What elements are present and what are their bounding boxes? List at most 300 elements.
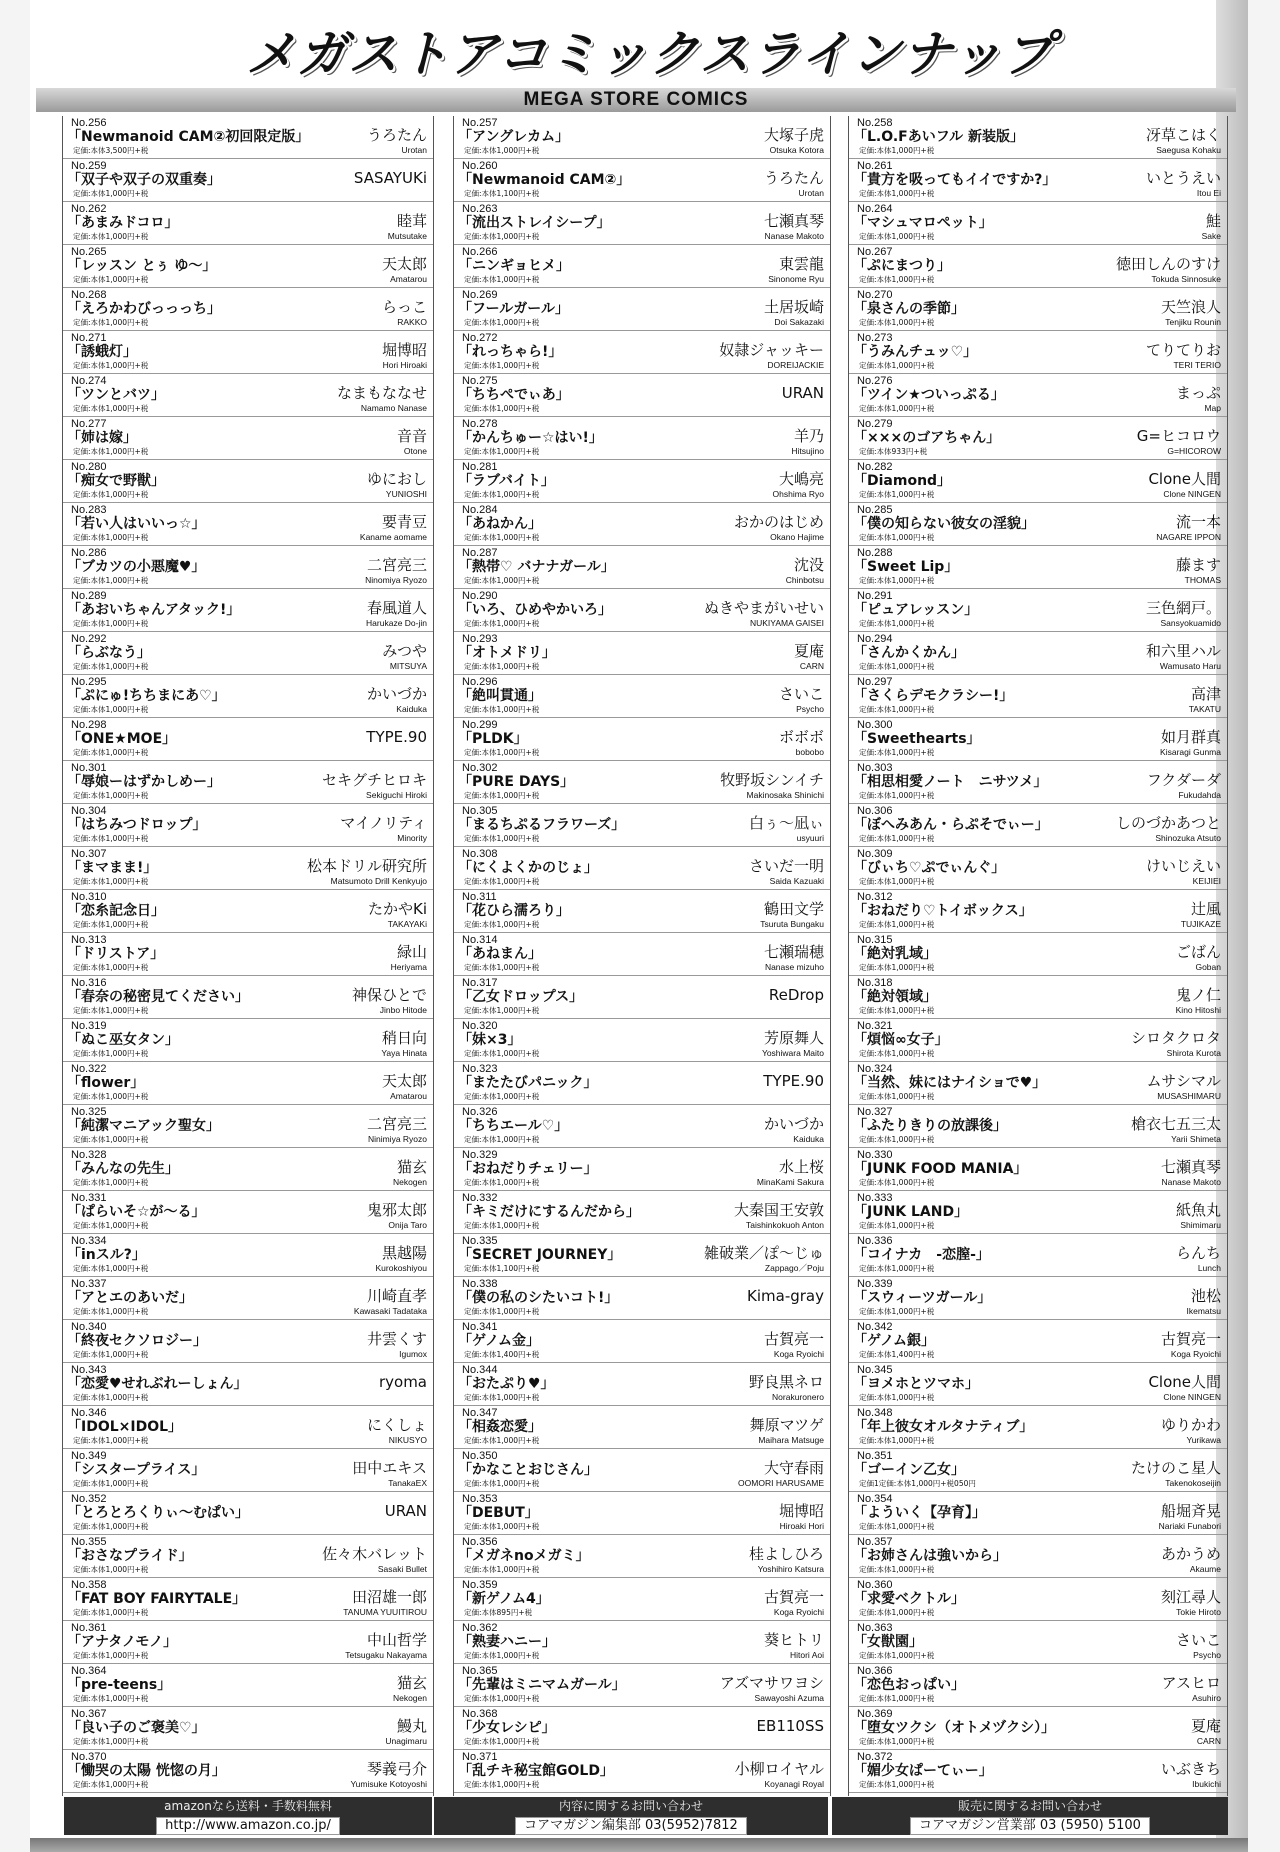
entry-number: No.258	[857, 117, 893, 129]
editorial-contact-label: 内容に関するお問い合わせ	[558, 1799, 703, 1813]
comic-entry	[849, 1449, 1227, 1492]
entry-price: 定価:本体1,000円+税	[464, 1694, 540, 1703]
entry-author-romaji: Yurikawa	[1186, 1435, 1221, 1445]
entry-title: 「良い子のご褒美♡」	[67, 1720, 206, 1736]
editorial-contact-phone: コアマガジン編集部 03(5952)7812	[515, 1817, 747, 1835]
entry-price: 定価:本体1,000円+税	[73, 1135, 149, 1144]
entry-author: いぶきち	[1160, 1760, 1221, 1778]
entry-number: No.361	[71, 1622, 107, 1634]
entry-title: 「いろ、ひめやかいろ」	[458, 602, 612, 618]
entry-title: 「まマまま!」	[67, 860, 158, 876]
entry-author-romaji: Sake	[1201, 231, 1221, 241]
comic-entry	[454, 1492, 830, 1535]
entry-title: 「ゲノム銀」	[853, 1333, 936, 1349]
comic-entry	[63, 976, 433, 1019]
entry-title: 「レッスン とぅ ゆ～」	[67, 258, 217, 274]
entry-title: 「花ひら濡ろり」	[458, 903, 570, 919]
entry-title: 「ニンギョヒメ」	[458, 258, 570, 274]
subtitle-bar	[36, 88, 1236, 112]
entry-author-romaji: TERI TERIO	[1173, 360, 1221, 370]
comic-entry	[849, 1148, 1227, 1191]
entry-author-romaji: Ibukichi	[1192, 1779, 1221, 1789]
entry-title: 「先輩はミニマムガール」	[458, 1677, 626, 1693]
entry-author-romaji: Clone NINGEN	[1163, 1392, 1221, 1402]
comic-entry	[849, 202, 1227, 245]
entry-author: ReDrop	[768, 986, 824, 1004]
entry-author: 天太郎	[381, 1072, 427, 1090]
comic-entry	[63, 1320, 433, 1363]
entry-author-romaji: YUNIOSHI	[385, 489, 427, 499]
entry-author-romaji: Chinbotsu	[785, 575, 824, 585]
entry-title: 「inスル?」	[67, 1247, 146, 1263]
entry-author-romaji: Sansyokuamido	[1160, 618, 1221, 628]
entry-author-romaji: Kino Hitoshi	[1175, 1005, 1221, 1015]
entry-author: 辻風	[1190, 900, 1221, 918]
entry-author: 鮭	[1205, 212, 1221, 230]
entry-title: 「かなことおじさん」	[458, 1462, 598, 1478]
entry-number: No.267	[857, 246, 893, 258]
entry-author: TYPE.90	[763, 1072, 824, 1090]
comic-entry	[454, 202, 830, 245]
entry-price: 定価:本体1,000円+税	[73, 1608, 149, 1617]
entry-author: 川崎直孝	[366, 1287, 427, 1305]
entry-author-romaji: Kurokoshiyou	[375, 1263, 427, 1273]
entry-title: 「あねまん」	[458, 946, 542, 962]
entry-price: 定価:本体1,000円+税	[464, 834, 540, 843]
entry-price: 定価:本体1,000円+税	[859, 576, 935, 585]
entry-title: 「またたびパニック」	[458, 1075, 598, 1091]
entry-price: 定価:本体1,000円+税	[859, 146, 935, 155]
entry-author-romaji: Kaname aomame	[359, 532, 427, 542]
entry-author-romaji: Heriyama	[390, 962, 427, 972]
entry-number: No.352	[71, 1493, 107, 1505]
entry-author-romaji: Takenokoseijin	[1165, 1478, 1221, 1488]
entry-author: 牧野坂シンイチ	[720, 771, 824, 789]
entry-price: 定価:本体1,000円+税	[464, 1221, 540, 1230]
entry-author-romaji: TANUMA YUUITIROU	[343, 1607, 427, 1617]
entry-number: No.303	[857, 762, 893, 774]
entry-author: アスヒロ	[1161, 1674, 1221, 1692]
entry-price: 定価:本体1,000円+税	[464, 619, 540, 628]
entry-author-romaji: Kaiduka	[793, 1134, 824, 1144]
entry-author-romaji: Norakuronero	[772, 1392, 824, 1402]
entry-price: 定価:本体1,000円+税	[859, 1522, 935, 1531]
entry-number: No.280	[71, 461, 107, 473]
entry-author-romaji: bobobo	[795, 747, 824, 757]
entry-price: 定価:本体1,000円+税	[73, 404, 149, 413]
entry-price: 定価:本体1,000円+税	[859, 361, 935, 370]
entry-price: 定価:本体1,000円+税	[859, 791, 935, 800]
entry-author: ムサシマル	[1146, 1072, 1221, 1090]
entry-author: ごばん	[1175, 943, 1221, 961]
entry-number: No.339	[857, 1278, 893, 1290]
entry-author-romaji: MITSUYA	[389, 661, 427, 671]
entry-title: 「相姦恋愛」	[458, 1419, 542, 1435]
entry-author: 夏庵	[793, 642, 824, 660]
entry-price: 定価:本体1,000円+税	[859, 232, 935, 241]
entry-title: 「×××のゴアちゃん」	[853, 430, 1001, 446]
entry-title: 「姉は嫁」	[67, 430, 137, 446]
entry-price: 定価:本体1,000円+税	[859, 877, 935, 886]
entry-author: 如月群真	[1160, 728, 1221, 746]
entry-author: 井雲くす	[366, 1330, 427, 1348]
entry-title: 「絶対乳域」	[853, 946, 937, 962]
entry-author-romaji: Matsumoto Drill Kenkyujo	[330, 876, 427, 886]
entry-title: 「にくよくかのじょ」	[458, 860, 598, 876]
entry-author-romaji: Saida Kazuaki	[769, 876, 824, 886]
entry-author-romaji: NAGARE IPPON	[1156, 532, 1221, 542]
entry-author: 土居坂崎	[763, 298, 824, 316]
entry-title: 「pre-teens」	[67, 1677, 172, 1693]
entry-author-romaji: Koga Ryoichi	[773, 1349, 824, 1359]
entry-author: まっぷ	[1175, 384, 1221, 402]
entry-author: 大秦国王安敦	[733, 1201, 824, 1219]
comic-entry	[63, 1664, 433, 1707]
entry-title: 「誘蛾灯」	[67, 344, 137, 360]
entry-number: No.366	[857, 1665, 893, 1677]
entry-author-romaji: TAKAYAKi	[387, 919, 427, 929]
entry-author: 緑山	[396, 943, 427, 961]
comic-entry	[63, 761, 433, 804]
entry-author: Clone人間	[1148, 1373, 1221, 1391]
entry-title: 「おたぷり♥」	[458, 1376, 555, 1392]
entry-title: 「純潔マニアック聖女」	[67, 1118, 221, 1134]
entry-price: 定価:本体1,000円+税	[464, 791, 540, 800]
entry-number: No.328	[71, 1149, 107, 1161]
entry-price: 定価:本体1,000円+税	[859, 834, 935, 843]
entry-price: 定価:本体1,000円+税	[464, 1006, 540, 1015]
sales-contact-label: 販売に関するお問い合わせ	[957, 1799, 1102, 1813]
entry-price: 定価:本体1,000円+税	[859, 1006, 935, 1015]
comic-entry	[454, 1105, 830, 1148]
entry-title: 「flower」	[67, 1075, 145, 1091]
entry-price: 定価:本体1,400円+税	[464, 1350, 540, 1359]
lineup-column-3	[848, 116, 1228, 1796]
entry-title: 「メガネnoメガミ」	[458, 1548, 590, 1564]
entry-number: No.348	[857, 1407, 893, 1419]
entry-author-romaji: Amatarou	[390, 274, 427, 284]
entry-author-romaji: Psycho	[796, 704, 824, 714]
entry-number: No.277	[71, 418, 107, 430]
entry-author: 流一本	[1175, 513, 1221, 531]
entry-author-romaji: Sasaki Bullet	[377, 1564, 427, 1574]
entry-number: No.317	[462, 977, 498, 989]
entry-title: 「相思相愛ノート ニサツメ」	[853, 774, 1048, 790]
entry-title: 「あおいちゃんアタック!」	[67, 602, 241, 618]
entry-price: 定価:本体1,000円+税	[859, 1393, 935, 1402]
entry-author: あかうめ	[1160, 1545, 1221, 1563]
entry-title: 「Diamond」	[853, 473, 952, 489]
entry-author-romaji: MinaKami Sakura	[756, 1177, 824, 1187]
comic-entry	[849, 331, 1227, 374]
entry-price: 定価:本体1,000円+税	[73, 1651, 149, 1660]
comic-entry	[849, 718, 1227, 761]
comic-entry	[63, 331, 433, 374]
comic-entry	[63, 1535, 433, 1578]
entry-author: 田沼雄一郎	[351, 1588, 427, 1606]
comic-entry	[63, 1492, 433, 1535]
comic-entry	[454, 589, 830, 632]
comic-entry	[454, 1191, 830, 1234]
entry-number: No.340	[71, 1321, 107, 1333]
lineup-column-1	[62, 116, 434, 1796]
comic-entry	[454, 1707, 830, 1750]
entry-title: 「恋色おっぱい」	[853, 1677, 965, 1693]
entry-price: 定価:本体1,000円+税	[73, 963, 149, 972]
comic-entry	[849, 1019, 1227, 1062]
entry-title: 「ラブバイト」	[458, 473, 555, 489]
entry-price: 定価:本体1,000円+税	[464, 232, 540, 241]
entry-title: 「ONE★MOE」	[67, 731, 177, 747]
comic-entry	[63, 245, 433, 288]
entry-price: 定価:本体1,000円+税	[73, 1006, 149, 1015]
entry-author: 羊乃	[793, 427, 824, 445]
comic-entry	[454, 890, 830, 933]
comic-entry	[454, 1148, 830, 1191]
entry-author: みつや	[382, 642, 427, 660]
entry-number: No.326	[462, 1106, 498, 1118]
entry-author-romaji: Hitori Aoi	[789, 1650, 824, 1660]
entry-number: No.275	[462, 375, 498, 387]
entry-price: 定価:本体1,000円+税	[464, 877, 540, 886]
entry-author: 高津	[1190, 685, 1221, 703]
entry-title: 「ぼへみあん・らぷそでぃー」	[853, 817, 1049, 833]
entry-price: 定価:本体1,000円+税	[73, 1307, 149, 1316]
entry-author: 古賀亮一	[763, 1588, 824, 1606]
entry-author: 葵ヒトリ	[763, 1631, 824, 1649]
comic-entry	[849, 1750, 1227, 1793]
entry-number: No.335	[462, 1235, 498, 1247]
entry-number: No.347	[462, 1407, 498, 1419]
entry-number: No.351	[857, 1450, 893, 1462]
entry-number: No.263	[462, 203, 498, 215]
entry-author: 鰻丸	[396, 1717, 427, 1735]
comic-entry	[63, 1750, 433, 1793]
entry-author-romaji: Fukudahda	[1178, 790, 1221, 800]
comic-entry	[63, 632, 433, 675]
entry-number: No.363	[857, 1622, 893, 1634]
comic-entry	[63, 1019, 433, 1062]
entry-number: No.271	[71, 332, 107, 344]
entry-price: 定価:本体1,100円+税	[464, 1264, 540, 1273]
entry-title: 「コイナカ -恋膣-」	[853, 1247, 990, 1263]
entry-title: 「ちちエール♡」	[458, 1118, 569, 1134]
entry-number: No.305	[462, 805, 498, 817]
amazon-link[interactable]: http://www.amazon.co.jp/	[156, 1817, 340, 1835]
comic-entry	[63, 159, 433, 202]
entry-author: いとうえい	[1145, 169, 1221, 187]
entry-author-romaji: Nariaki Funabori	[1158, 1521, 1221, 1531]
entry-number: No.333	[857, 1192, 893, 1204]
entry-number: No.281	[462, 461, 498, 473]
entry-author-romaji: TAKATU	[1188, 704, 1221, 714]
entry-price: 定価:本体1,400円+税	[859, 1350, 935, 1359]
entry-title: 「妹×3」	[458, 1032, 522, 1048]
comic-entry	[63, 1578, 433, 1621]
comic-entry	[454, 976, 830, 1019]
entry-title: 「IDOL×IDOL」	[67, 1419, 183, 1435]
comic-entry	[849, 976, 1227, 1019]
comic-entry	[849, 1621, 1227, 1664]
entry-author: EB110SS	[756, 1717, 824, 1735]
entry-price: 定価:本体1,000円+税	[859, 1178, 935, 1187]
entry-author-romaji: Shimimaru	[1180, 1220, 1221, 1230]
entry-number: No.372	[857, 1751, 893, 1763]
entry-price: 定価:本体1,000円+税	[73, 1565, 149, 1574]
entry-author: 奴隷ジャッキー	[719, 341, 824, 359]
entry-author: 猫玄	[396, 1158, 427, 1176]
entry-title: 「絶叫貫通」	[458, 688, 542, 704]
entry-price: 定価:本体1,000円+税	[859, 920, 935, 929]
entry-number: No.290	[462, 590, 498, 602]
comic-entry	[63, 804, 433, 847]
entry-title: 「さくらデモクラシー!」	[853, 688, 1014, 704]
entry-author-romaji: MUSASHIMARU	[1157, 1091, 1221, 1101]
entry-author: 大守春雨	[763, 1459, 824, 1477]
entry-author-romaji: Koga Ryoichi	[773, 1607, 824, 1617]
entry-price: 定価:本体1,000円+税	[73, 1479, 149, 1488]
entry-number: No.264	[857, 203, 893, 215]
entry-price: 定価1定価:本体1,000円+税050円	[859, 1479, 976, 1488]
entry-price: 定価:本体1,000円+税	[859, 1092, 935, 1101]
comic-entry	[454, 1019, 830, 1062]
entry-author-romaji: Hiroaki Hori	[779, 1521, 824, 1531]
entry-price: 定価:本体1,000円+税	[464, 576, 540, 585]
entry-price: 定価:本体1,000円+税	[859, 404, 935, 413]
entry-author: かいづか	[763, 1115, 824, 1133]
entry-price: 定価:本体1,000円+税	[464, 318, 540, 327]
entry-title: 「辱娘ーはずかしめー」	[67, 774, 221, 790]
entry-price: 定価:本体1,000円+税	[464, 1522, 540, 1531]
entry-author: SASAYUKi	[353, 169, 427, 187]
entry-number: No.353	[462, 1493, 498, 1505]
entry-author: ryoma	[378, 1373, 427, 1391]
editorial-contact-box	[434, 1797, 828, 1835]
entry-author-romaji: Akaume	[1189, 1564, 1221, 1574]
entry-price: 定価:本体1,000円+税	[859, 1221, 935, 1230]
entry-number: No.365	[462, 1665, 498, 1677]
sales-contact-phone: コアマガジン営業部 03 (5950) 5100	[910, 1817, 1150, 1835]
entry-price: 定価:本体1,000円+税	[73, 1436, 149, 1445]
entry-title: 「ツイン★ついっぷる」	[853, 387, 1005, 403]
entry-number: No.371	[462, 1751, 498, 1763]
comic-entry	[63, 1707, 433, 1750]
entry-author: 大嶋亮	[778, 470, 824, 488]
comic-entry	[63, 1363, 433, 1406]
entry-number: No.283	[71, 504, 107, 516]
entry-number: No.260	[462, 160, 498, 172]
entry-number: No.284	[462, 504, 498, 516]
entry-title: 「キミだけにするんだから」	[458, 1204, 640, 1220]
entry-author-romaji: Tetsugaku Nakayama	[345, 1650, 427, 1660]
entry-author-romaji: Zappago／Poju	[764, 1263, 824, 1273]
entry-price: 定価:本体1,000円+税	[73, 490, 149, 499]
entry-author-romaji: Igumox	[399, 1349, 427, 1359]
comic-entry	[849, 804, 1227, 847]
entry-title: 「乙女ドロップス」	[458, 989, 584, 1005]
entry-number: No.329	[462, 1149, 498, 1161]
comic-entry	[454, 460, 830, 503]
entry-price: 定価:本体1,000円+税	[73, 361, 149, 370]
entry-title: 「アナタノモノ」	[67, 1634, 178, 1650]
comic-entry	[454, 632, 830, 675]
entry-author: 田中エキス	[352, 1459, 427, 1477]
comic-entry	[63, 890, 433, 933]
comic-entry	[63, 589, 433, 632]
entry-number: No.301	[71, 762, 107, 774]
entry-number: No.325	[71, 1106, 107, 1118]
entry-author-romaji: Nanase Makoto	[1161, 1177, 1221, 1187]
entry-number: No.304	[71, 805, 107, 817]
entry-price: 定価:本体1,000円+税	[464, 533, 540, 542]
entry-title: 「恋愛♥せれぶれーしょん」	[67, 1376, 248, 1392]
entry-number: No.343	[71, 1364, 107, 1376]
entry-author: シロタクロタ	[1130, 1029, 1221, 1047]
entry-number: No.276	[857, 375, 893, 387]
entry-author: Kima-gray	[747, 1287, 824, 1305]
entry-title: 「あまみドコロ」	[67, 215, 179, 231]
entry-author-romaji: Mutsutake	[387, 231, 427, 241]
entry-price: 定価:本体1,000円+税	[464, 1780, 540, 1789]
entry-author: アズマサワヨシ	[719, 1674, 824, 1692]
entry-author-romaji: Nanase mizuho	[764, 962, 824, 972]
entry-number: No.345	[857, 1364, 893, 1376]
entry-author-romaji: Ikematsu	[1186, 1306, 1221, 1316]
entry-title: 「シスタープライス」	[67, 1462, 206, 1478]
entry-number: No.367	[71, 1708, 107, 1720]
entry-author: 稍日向	[381, 1029, 427, 1047]
comic-entry	[454, 1535, 830, 1578]
comic-entry	[454, 1621, 830, 1664]
comic-entry	[63, 675, 433, 718]
entry-price: 定価:本体1,000円+税	[464, 275, 540, 284]
entry-author-romaji: Hitsujino	[791, 446, 824, 456]
comic-entry	[63, 503, 433, 546]
entry-number: No.308	[462, 848, 498, 860]
entry-price: 定価:本体1,000円+税	[464, 1737, 540, 1746]
comic-entry	[454, 116, 830, 159]
entry-price: 定価:本体1,000円+税	[859, 490, 935, 499]
entry-price: 定価:本体1,000円+税	[464, 490, 540, 499]
entry-author-romaji: Saegusa Kohaku	[1156, 145, 1221, 155]
entry-author: 七瀬瑞穂	[763, 943, 824, 961]
entry-author-romaji: Okano Hajime	[770, 532, 824, 542]
entry-author: 春風道人	[366, 599, 427, 617]
entry-price: 定価:本体1,000円+税	[464, 1393, 540, 1402]
entry-title: 「新ゲノム4」	[458, 1591, 550, 1607]
comic-entry	[454, 1062, 830, 1105]
entry-title: 「絶対領域」	[853, 989, 937, 1005]
entry-title: 「おねだりチェリー」	[458, 1161, 598, 1177]
entry-price: 定価:本体1,000円+税	[859, 1651, 935, 1660]
entry-author-romaji: Asuhiro	[1192, 1693, 1221, 1703]
comic-entry	[454, 1277, 830, 1320]
entry-price: 定価:本体1,000円+税	[73, 1780, 149, 1789]
comic-entry	[454, 1363, 830, 1406]
entry-price: 定価:本体1,000円+税	[464, 1565, 540, 1574]
entry-author: さいこ	[1175, 1631, 1221, 1649]
entry-author-romaji: RAKKO	[397, 317, 427, 327]
entry-author-romaji: Yaya Hinata	[381, 1048, 427, 1058]
entry-number: No.314	[462, 934, 498, 946]
entry-number: No.315	[857, 934, 893, 946]
entry-price: 定価:本体1,000円+税	[73, 748, 149, 757]
entry-author-romaji: Wamusato Haru	[1159, 661, 1221, 671]
entry-price: 定価:本体1,000円+税	[73, 619, 149, 628]
entry-author-romaji: Itou Ei	[1196, 188, 1221, 198]
entry-title: 「泉さんの季節」	[853, 301, 965, 317]
entry-title: 「おさなプライド」	[67, 1548, 193, 1564]
